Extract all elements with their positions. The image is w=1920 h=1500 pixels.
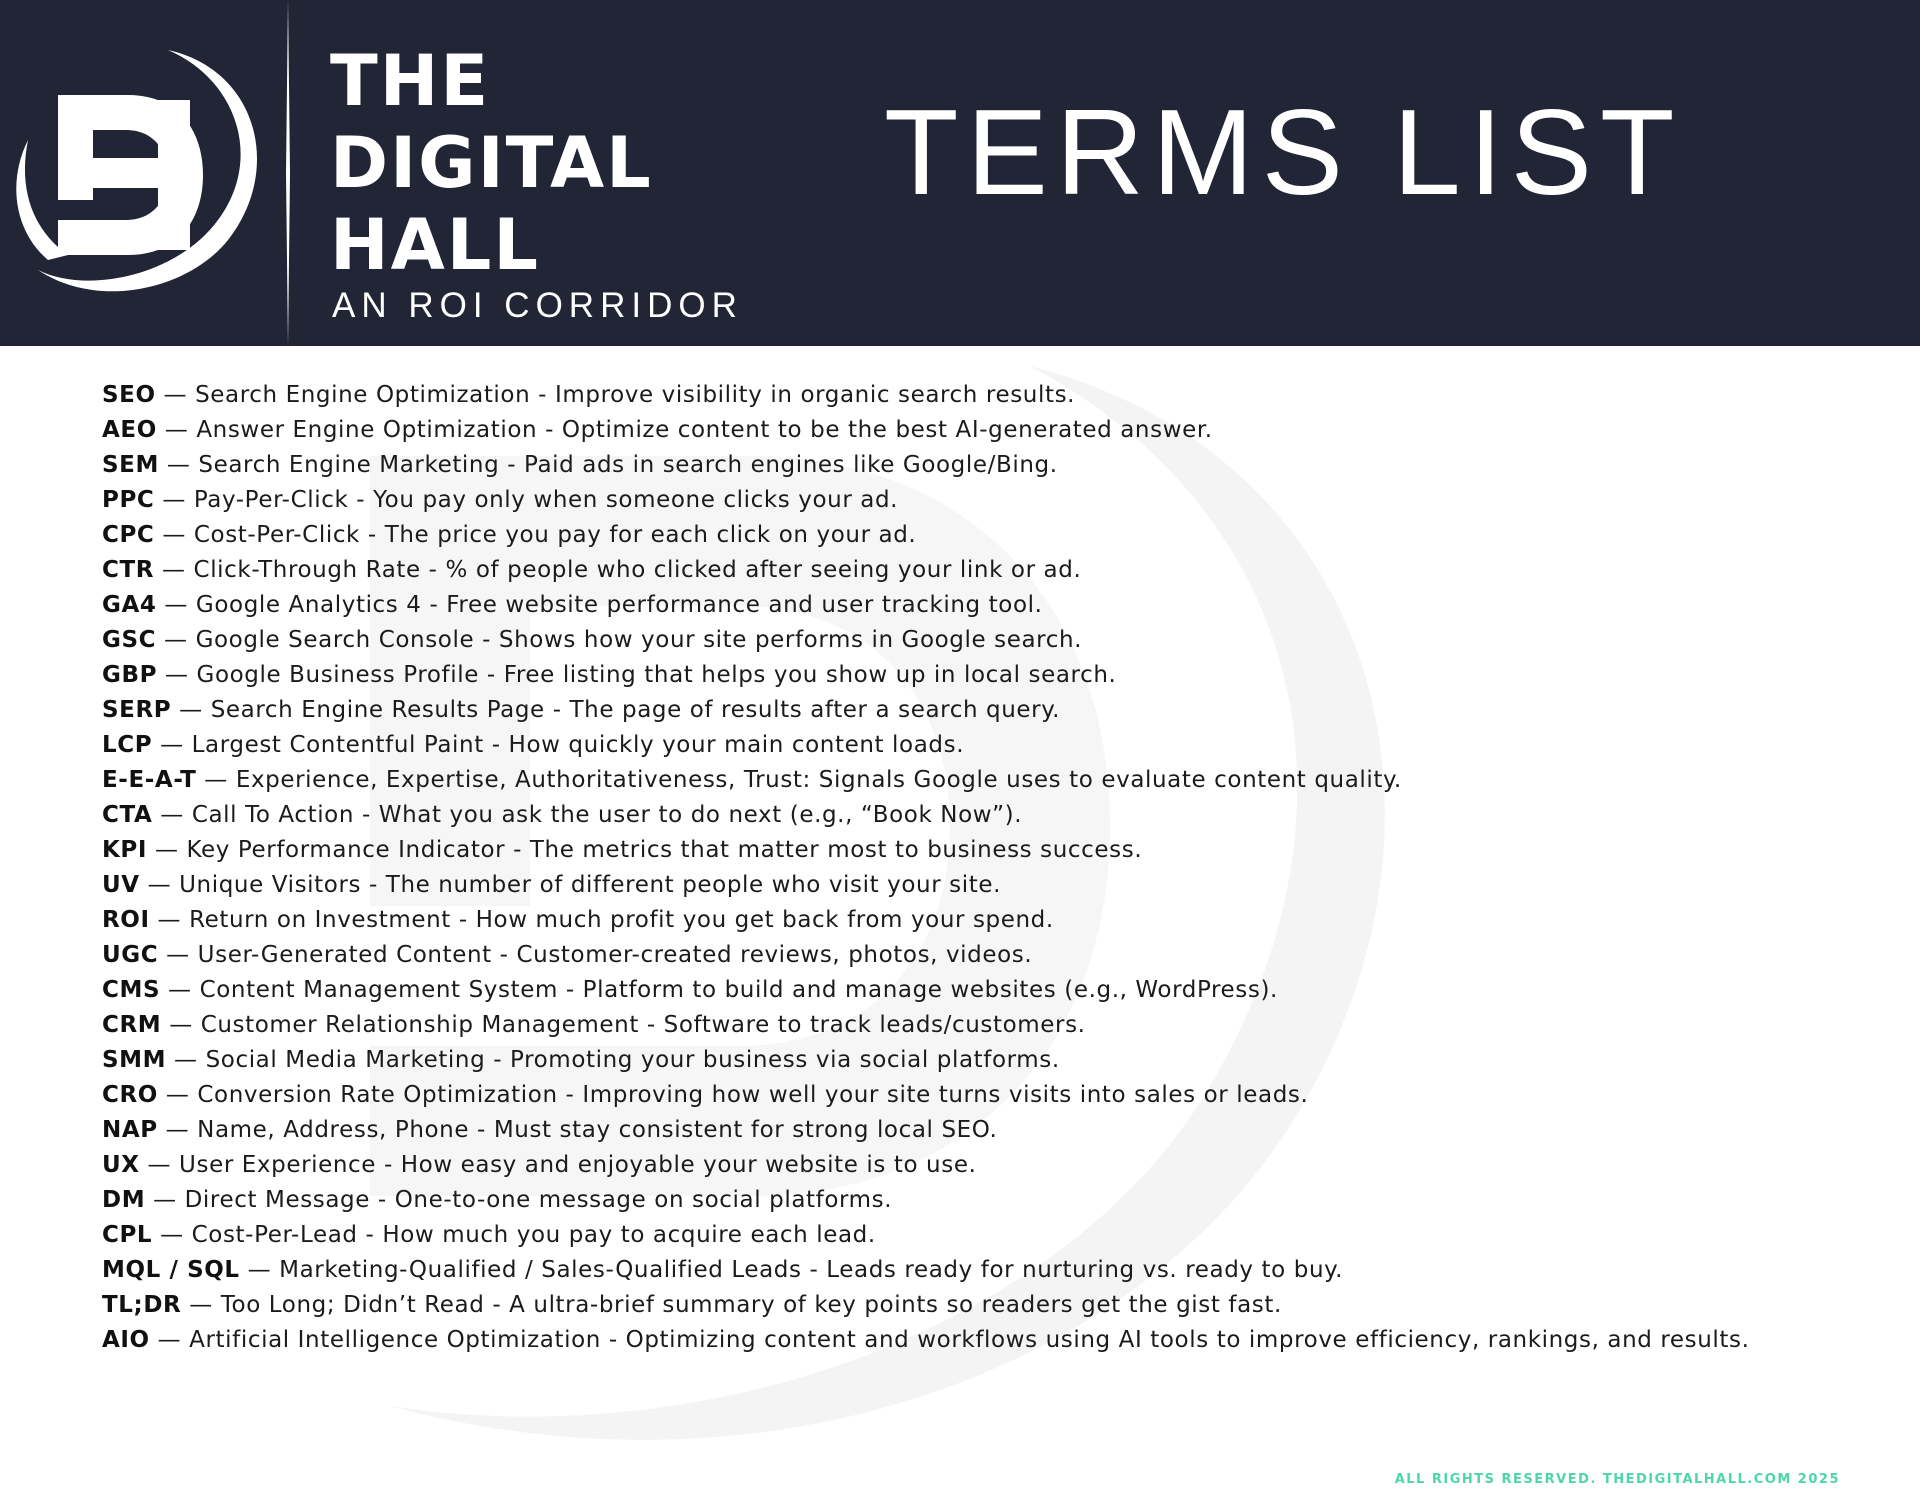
- term-abbreviation: CPL: [102, 1222, 153, 1248]
- term-abbreviation: UGC: [102, 942, 159, 968]
- term-item: [102, 798, 1842, 833]
- term-item: [102, 378, 1842, 413]
- term-abbreviation: DM: [102, 1187, 146, 1213]
- term-definition: Largest Contentful Paint - How quickly your main content loads.: [191, 732, 965, 758]
- term-abbreviation: GSC: [102, 627, 157, 653]
- term-separator: —: [156, 417, 197, 443]
- term-definition: Cost-Per-Click - The price you pay for each click on your ad.: [193, 522, 917, 548]
- term-item: [102, 658, 1842, 693]
- term-definition: Google Business Profile - Free listing that helps you show up in local search.: [196, 662, 1117, 688]
- term-item: [102, 483, 1842, 518]
- term-item: [102, 1078, 1842, 1113]
- term-definition: Experience, Expertise, Authoritativeness, Trust: Signals Google uses to evaluate content quality.: [235, 767, 1402, 793]
- term-item: [102, 693, 1842, 728]
- term-abbreviation: UV: [102, 872, 140, 898]
- term-definition: Google Analytics 4 - Free website performance and user tracking tool.: [195, 592, 1043, 618]
- term-definition: Artificial Intelligence Optimization - Optimizing content and workflows using AI tools to improve efficiency, rankings, and results.: [189, 1327, 1750, 1353]
- term-definition: Call To Action - What you ask the user to do next (e.g., “Book Now”).: [191, 802, 1023, 828]
- term-separator: —: [156, 592, 196, 618]
- term-item: [102, 1253, 1842, 1288]
- term-definition: Direct Message - One-to-one message on social platforms.: [184, 1187, 893, 1213]
- footer-copyright: ALL RIGHTS RESERVED. THEDIGITALHALL.COM 2025: [1394, 1472, 1840, 1487]
- term-separator: —: [155, 382, 196, 408]
- term-item: [102, 623, 1842, 658]
- term-item: [102, 938, 1842, 973]
- term-definition: Too Long; Didn’t Read - A ultra-brief summary of key points so readers get the gist fast.: [220, 1292, 1282, 1318]
- term-definition: Google Search Console - Shows how your site performs in Google search.: [195, 627, 1083, 653]
- term-separator: —: [158, 942, 198, 968]
- term-separator: —: [157, 662, 197, 688]
- page-header: [0, 0, 1920, 346]
- terms-list: [102, 378, 1842, 1358]
- term-item: [102, 1218, 1842, 1253]
- term-separator: —: [196, 767, 236, 793]
- term-separator: —: [139, 872, 180, 898]
- term-separator: —: [160, 977, 200, 1003]
- term-abbreviation: SEM: [102, 452, 159, 478]
- term-definition: Click-Through Rate - % of people who clicked after seeing your link or ad.: [193, 557, 1082, 583]
- term-separator: —: [147, 837, 187, 863]
- term-item: [102, 413, 1842, 448]
- term-definition: Marketing-Qualified / Sales-Qualified Leads - Leads ready for nurturing vs. ready to buy.: [279, 1257, 1343, 1283]
- term-item: [102, 1113, 1842, 1148]
- term-separator: —: [154, 557, 194, 583]
- term-item: [102, 518, 1842, 553]
- term-definition: Search Engine Results Page - The page of results after a search query.: [210, 697, 1061, 723]
- term-item: [102, 448, 1842, 483]
- term-separator: —: [171, 697, 211, 723]
- term-separator: —: [158, 452, 199, 478]
- brand-logo-icon: [8, 40, 278, 310]
- term-separator: —: [152, 802, 192, 828]
- term-item: [102, 1148, 1842, 1183]
- term-item: [102, 833, 1842, 868]
- term-abbreviation: PPC: [102, 487, 155, 513]
- term-abbreviation: CPC: [102, 522, 155, 548]
- term-abbreviation: NAP: [102, 1117, 158, 1143]
- term-abbreviation: SERP: [102, 697, 172, 723]
- term-abbreviation: CRO: [102, 1082, 158, 1108]
- term-item: [102, 973, 1842, 1008]
- term-definition: Name, Address, Phone - Must stay consistent for strong local SEO.: [197, 1117, 998, 1143]
- term-separator: —: [149, 1327, 190, 1353]
- term-abbreviation: KPI: [102, 837, 148, 863]
- term-separator: —: [149, 907, 190, 933]
- term-abbreviation: CTA: [102, 802, 153, 828]
- term-separator: —: [152, 1222, 192, 1248]
- term-item: [102, 588, 1842, 623]
- term-definition: User Experience - How easy and enjoyable your website is to use.: [179, 1152, 977, 1178]
- term-abbreviation: TL;DR: [102, 1292, 182, 1318]
- term-item: [102, 868, 1842, 903]
- brand-tagline: AN ROI CORRIDOR: [332, 286, 743, 325]
- term-definition: Customer Relationship Management - Software to track leads/customers.: [200, 1012, 1086, 1038]
- term-item: [102, 1183, 1842, 1218]
- term-abbreviation: CMS: [102, 977, 161, 1003]
- term-abbreviation: LCP: [102, 732, 153, 758]
- term-abbreviation: E-E-A-T: [102, 767, 197, 793]
- term-separator: —: [139, 1152, 180, 1178]
- term-separator: —: [154, 522, 194, 548]
- term-definition: Unique Visitors - The number of different people who visit your site.: [179, 872, 1002, 898]
- term-separator: —: [156, 627, 196, 653]
- term-separator: —: [154, 487, 194, 513]
- term-abbreviation: AIO: [102, 1327, 150, 1353]
- term-abbreviation: GA4: [102, 592, 157, 618]
- term-definition: Cost-Per-Lead - How much you pay to acquire each lead.: [191, 1222, 876, 1248]
- term-separator: —: [157, 1082, 198, 1108]
- term-item: [102, 728, 1842, 763]
- term-separator: —: [161, 1012, 201, 1038]
- term-definition: Social Media Marketing - Promoting your business via social platforms.: [205, 1047, 1060, 1073]
- term-item: [102, 553, 1842, 588]
- term-item: [102, 1288, 1842, 1323]
- term-definition: Conversion Rate Optimization - Improving how well your site turns visits into sales or leads.: [197, 1082, 1309, 1108]
- term-abbreviation: ROI: [102, 907, 150, 933]
- term-separator: —: [239, 1257, 280, 1283]
- term-abbreviation: SEO: [102, 382, 156, 408]
- term-definition: Answer Engine Optimization - Optimize content to be the best AI-generated answer.: [196, 417, 1213, 443]
- term-abbreviation: SMM: [102, 1047, 167, 1073]
- term-definition: Search Engine Optimization - Improve visibility in organic search results.: [195, 382, 1076, 408]
- term-separator: —: [145, 1187, 185, 1213]
- term-item: [102, 1323, 1842, 1358]
- term-abbreviation: AEO: [102, 417, 157, 443]
- term-separator: —: [152, 732, 192, 758]
- term-abbreviation: MQL / SQL: [102, 1257, 240, 1283]
- term-definition: Return on Investment - How much profit you get back from your spend.: [189, 907, 1054, 933]
- term-abbreviation: UX: [102, 1152, 140, 1178]
- term-separator: —: [166, 1047, 206, 1073]
- term-separator: —: [181, 1292, 221, 1318]
- term-definition: Search Engine Marketing - Paid ads in search engines like Google/Bing.: [198, 452, 1058, 478]
- header-divider: [286, 0, 290, 346]
- term-abbreviation: CRM: [102, 1012, 162, 1038]
- page-title: TERMS LIST: [884, 84, 1683, 220]
- term-item: [102, 903, 1842, 938]
- term-definition: Pay-Per-Click - You pay only when someone clicks your ad.: [193, 487, 899, 513]
- term-item: [102, 1043, 1842, 1078]
- brand-name: THE DIGITAL HALL: [330, 40, 653, 286]
- term-abbreviation: GBP: [102, 662, 158, 688]
- term-item: [102, 763, 1842, 798]
- term-separator: —: [157, 1117, 198, 1143]
- term-definition: User-Generated Content - Customer-created reviews, photos, videos.: [197, 942, 1033, 968]
- term-abbreviation: CTR: [102, 557, 155, 583]
- term-item: [102, 1008, 1842, 1043]
- term-definition: Key Performance Indicator - The metrics that matter most to business success.: [186, 837, 1143, 863]
- term-definition: Content Management System - Platform to build and manage websites (e.g., WordPress).: [199, 977, 1278, 1003]
